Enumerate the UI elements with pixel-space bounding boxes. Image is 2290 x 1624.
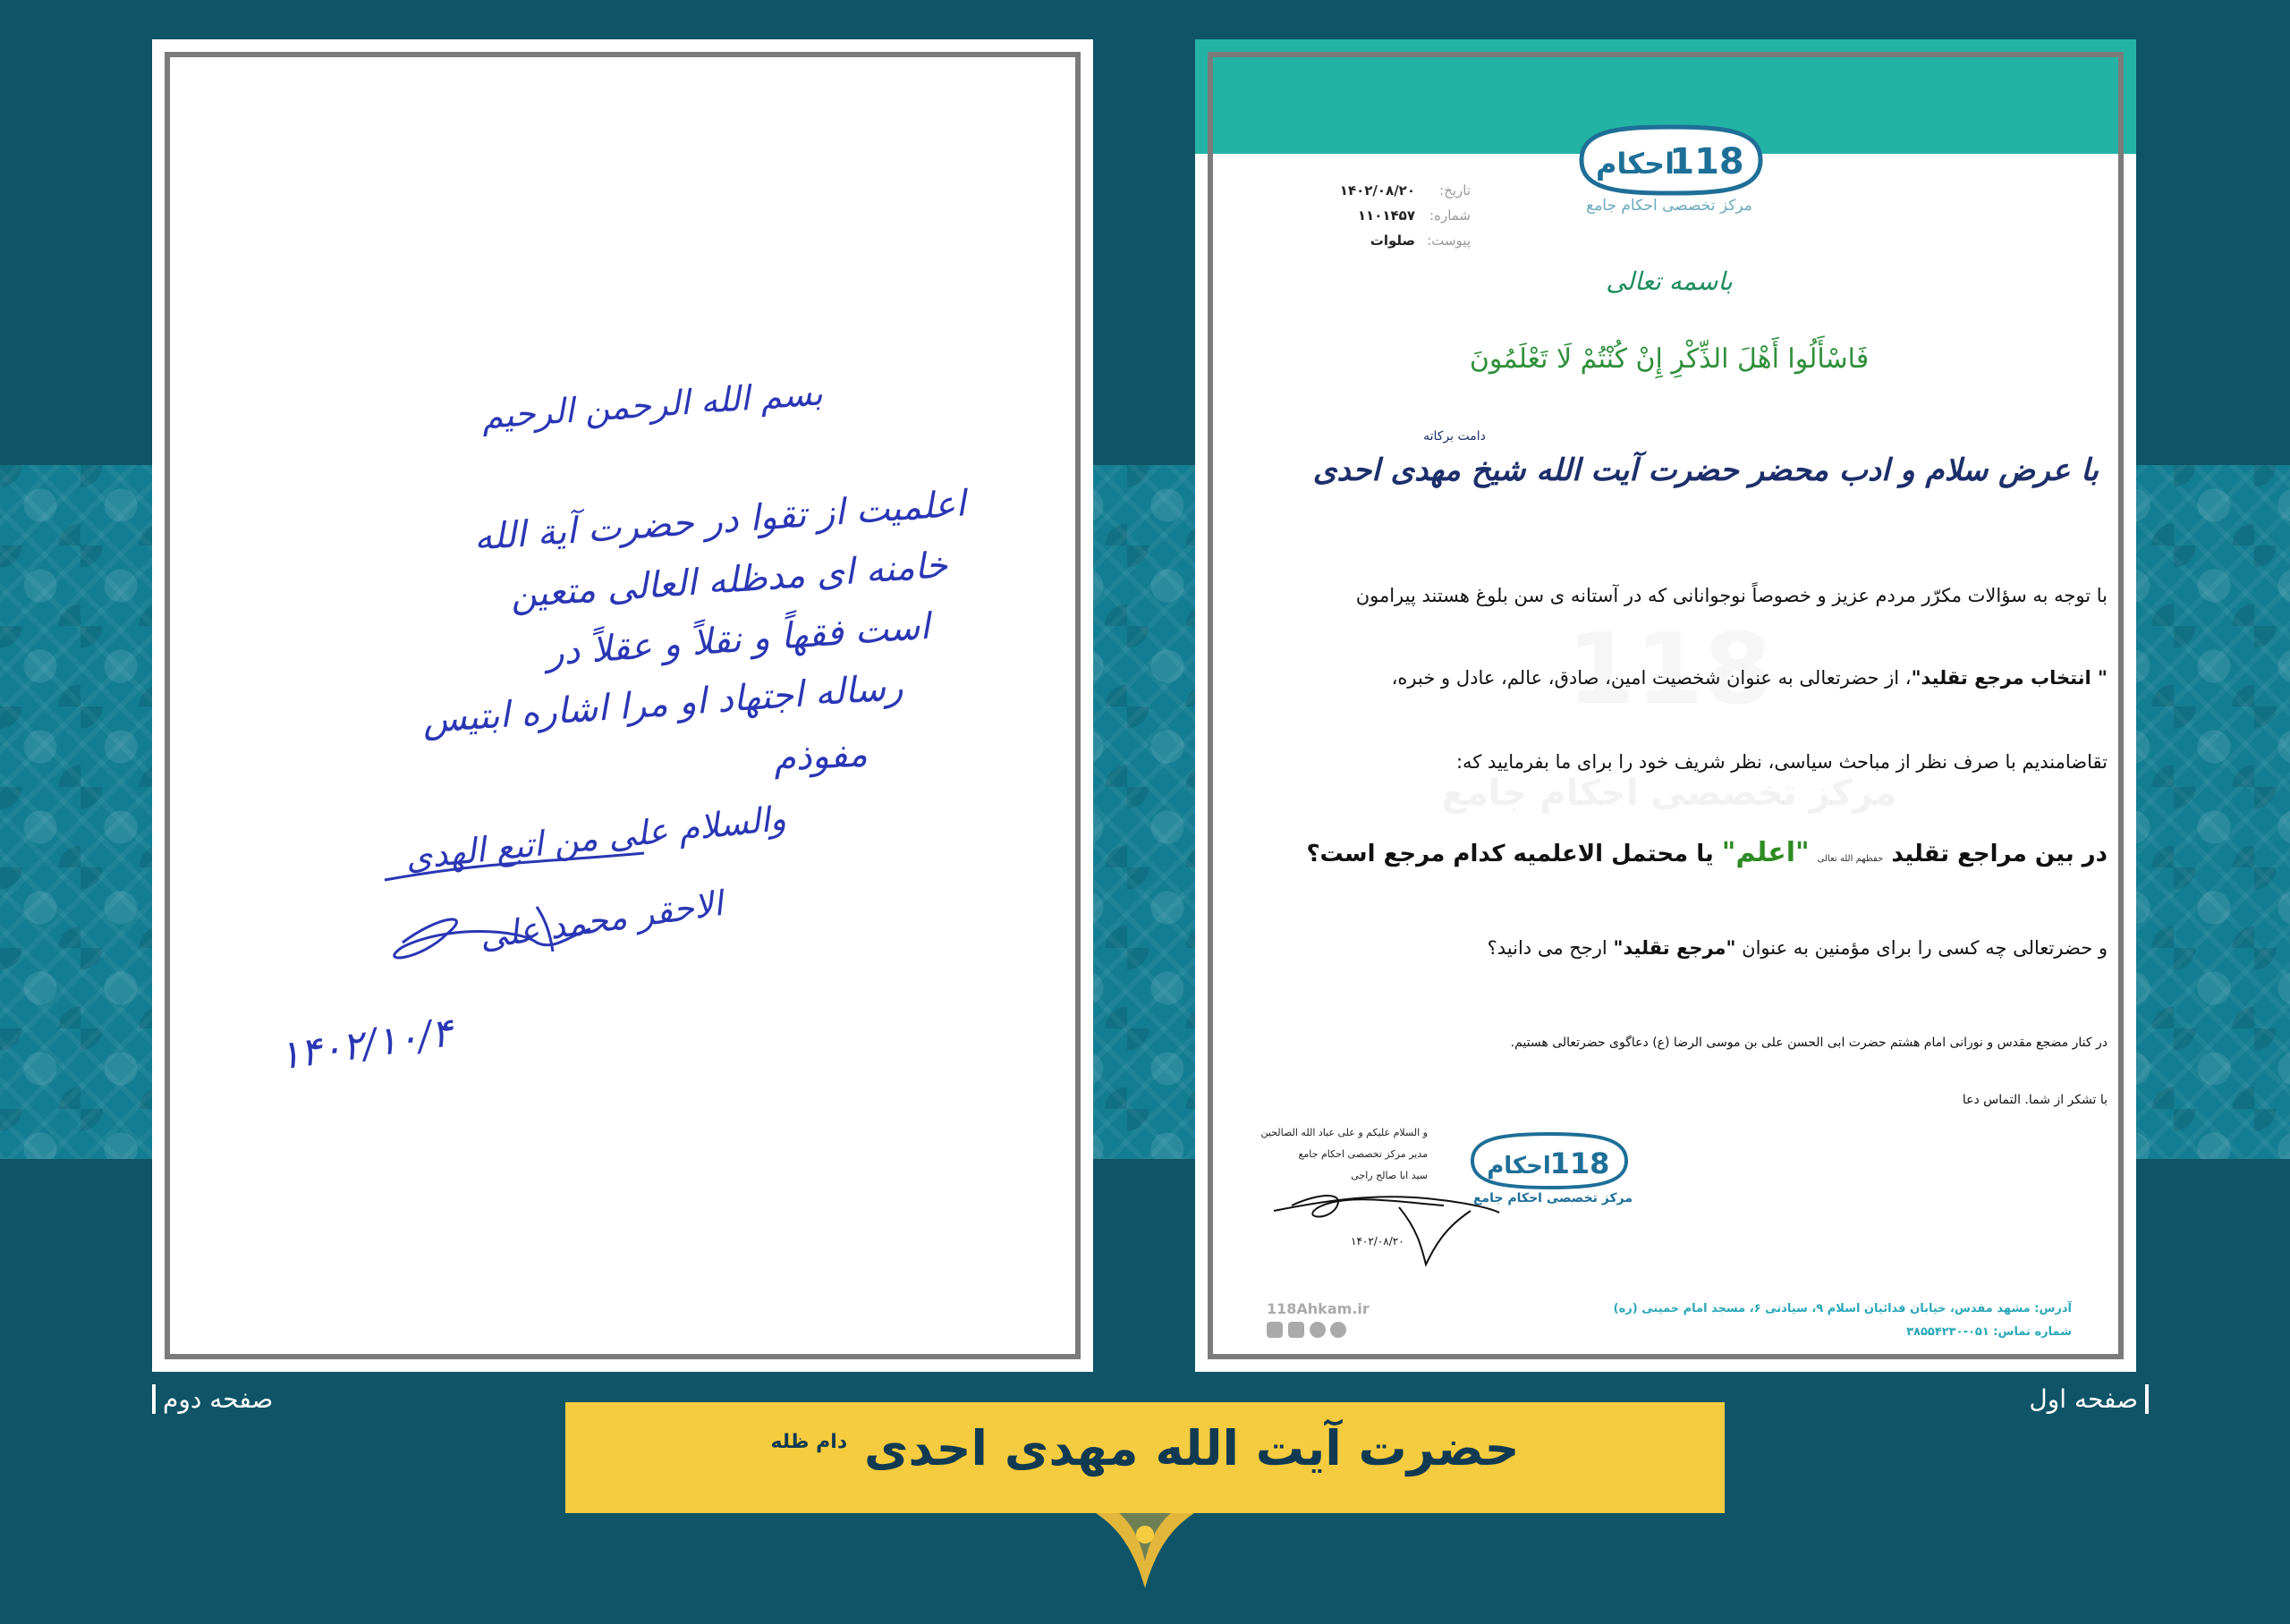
social-icon (1288, 1322, 1304, 1338)
handwritten-bismillah: بسم الله الرحمن الرحیم (479, 373, 825, 436)
website-url: 118Ahkam.ir (1267, 1300, 1370, 1317)
handwritten-line: خامنه ای مدظله العالی متعین (509, 545, 949, 617)
selection-of-marja-phrase: " انتخاب مرجع تقلید" (1911, 667, 2108, 689)
meta-date-value: ۱۴۰۲/۰۸/۲۰ (1339, 182, 1415, 199)
scholar-title (565, 1420, 1725, 1476)
meta-attachment (1274, 233, 1471, 252)
handwritten-date: ۱۴۰۲/۱۰/۴ (276, 1010, 455, 1079)
body-paragraph-2 (1329, 667, 2108, 689)
question-part-a: در بین مراجع تقلید (1891, 841, 2108, 867)
handwritten-line: است فقهاً و نقلاً و عقلاً در (545, 605, 931, 674)
social-icon (1267, 1322, 1283, 1338)
title-banner (565, 1402, 1725, 1513)
quran-verse: فَاسْأَلُوا أَهْلَ الذِّكْرِ إِنْ كُنْتُمْ لَا تَعْلَمُونَ (1469, 343, 1870, 375)
body-paragraph-3: تقاضامندیم با صرف نظر از مباحث سیاسی، نظر شریف خود را برای ما بفرمایید که: (1455, 751, 2108, 773)
logo-word: احکام (1487, 1153, 1551, 1180)
body-paragraph-2-rest: ، از حضرتعالی به عنوان شخصیت امین، صادق، عالم، عادل و خبره، (1391, 667, 1912, 689)
scholar-title-text: حضرت آیت الله مهدی احدی (863, 1420, 1520, 1476)
meta-attachment-value: صلوات (1370, 233, 1415, 249)
body-paragraph-1: با توجه به سؤالات مکرّر مردم عزیز و خصوصاً نوجوانانی که در آستانه ی سن بلوغ هستند پیرامون (1355, 585, 2108, 606)
meta-number-label: شماره: (1429, 207, 1471, 224)
meta-attachment-label: پیوست: (1427, 233, 1471, 249)
meta-number-value: ۱۱۰۱۴۵۷ (1357, 207, 1415, 224)
signature-line-3: سید ابا صالح راجی (1351, 1170, 1428, 1181)
logo-number: 118 (1669, 141, 1744, 182)
question-honorific: حفظهم الله تعالی (1817, 854, 1884, 864)
question-part-b: یا محتمل الاعلمیه کدام مرجع است؟ (1306, 841, 1714, 867)
handwritten-line: رساله اجتهاد او مرا اشاره ابتیس (420, 666, 904, 742)
p4-part-a: و حضرتعالی چه کسی را برای مؤمنین به عنوان (1742, 937, 2108, 959)
manager-signature-icon (1265, 1175, 1506, 1273)
p4-part-b: ارجح می دانید؟ (1487, 937, 1607, 959)
signature-line-1: و السلام علیکم و علی عباد الله الصالحین (1260, 1127, 1428, 1138)
addressee-heading: با عرض سلام و ادب محضر حضرت آیت الله شیخ مهدی احدی (1312, 453, 2099, 488)
basmala: باسمه تعالی (1606, 266, 1733, 296)
handwritten-signer: الاحقر محمد علی (477, 884, 725, 957)
meta-date-label: تاریخ: (1439, 182, 1471, 199)
phone-line: شماره تماس: ۰۵۱-۳۸۵۵۴۲۳۰ (1906, 1325, 2072, 1339)
scholar-title-honorific: دام ظله (770, 1431, 848, 1453)
social-media-icons (1267, 1320, 1374, 1340)
addressee-honorific: دامت برکاته (1423, 429, 1486, 444)
page-one-request-letter (1195, 39, 2136, 1372)
handwritten-closing: والسلام علی من اتبع الهدی (403, 798, 788, 878)
p4-bold: "مرجع تقلید" (1613, 937, 1736, 959)
main-question (1285, 837, 2108, 868)
signature-line-2: مدیر مرکز تخصصی احکام جامع (1298, 1148, 1428, 1160)
organization-name-small: مرکز تخصصی احکام جامع (1472, 1191, 1633, 1205)
logo-number: 118 (1549, 1146, 1610, 1180)
body-paragraph-5: در کنار مضجع مقدس و نورانی امام هشتم حضرت ابی الحسن علی بن موسی الرضا (ع) دعاگوی حضرتعالی هستیم. (1510, 1036, 2108, 1050)
address-line: آدرس: مشهد مقدس، خیابان فدائیان اسلام ۹، سیادتی ۶، مسجد امام خمینی (ره) (1613, 1302, 2072, 1315)
meta-date (1274, 182, 1471, 202)
organization-name: مرکز تخصصی احکام جامع (1586, 197, 1752, 215)
watermark-org: مرکز تخصصی احکام جامع (1441, 773, 1897, 814)
page-one-caption: صفحه اول (2004, 1384, 2149, 1414)
page-two-caption: صفحه دوم (152, 1384, 297, 1414)
question-highlight: "اعلم" (1721, 837, 1810, 868)
social-icon (1330, 1322, 1346, 1338)
handwritten-line: اعلمیت از تقوا در حضرت آیة الله (472, 483, 967, 559)
body-paragraph-6: با تشکر از شما. التماس دعا (1962, 1093, 2108, 1107)
ahkam-118-logo-icon (1564, 122, 1778, 199)
social-icon (1310, 1322, 1326, 1338)
body-paragraph-4 (1329, 937, 2108, 959)
meta-number (1274, 207, 1471, 227)
page-two-handwritten-reply (152, 39, 1093, 1372)
signature-date: ۱۴۰۲/۰۸/۲۰ (1351, 1235, 1404, 1248)
logo-word: احکام (1595, 147, 1675, 181)
handwritten-line: مفوذم (772, 733, 869, 780)
